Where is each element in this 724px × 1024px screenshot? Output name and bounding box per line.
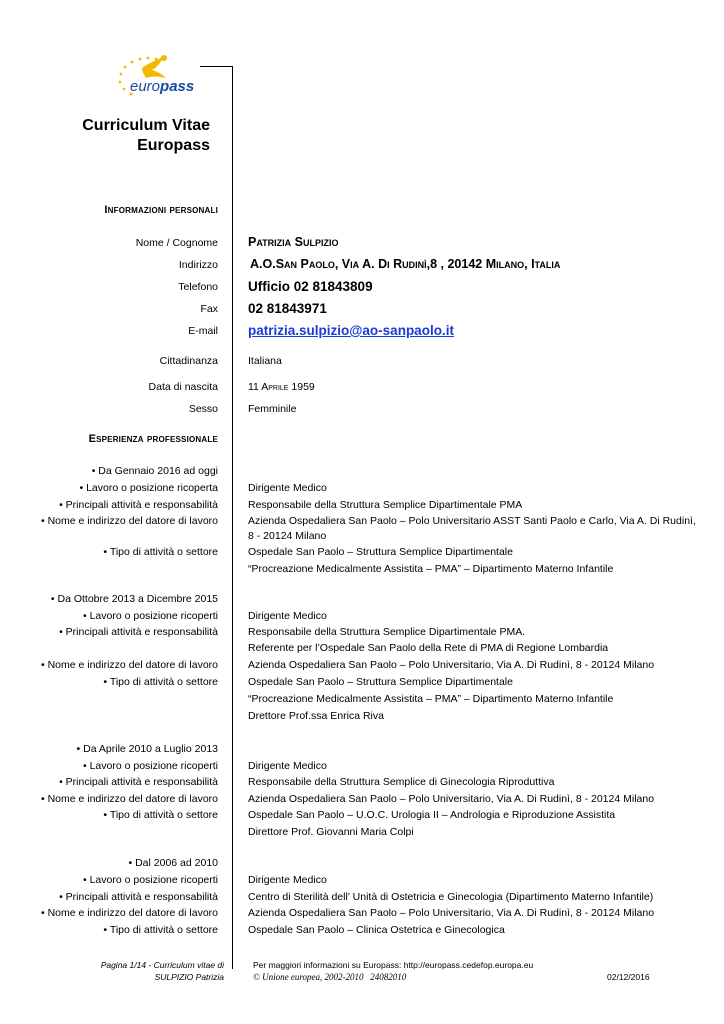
job-sector: Drettore Prof.ssa Enrica Riva — [248, 710, 384, 722]
job-activities: Responsabile della Struttura Semplice Dipartimentale PMA — [248, 499, 523, 511]
job-role-label: • Lavoro o posizione ricoperta — [79, 482, 218, 494]
job-sector: “Procreazione Medicalmente Assistita – PMA” – Dipartimento Materno Infantile — [248, 563, 614, 575]
value-citizenship: Italiana — [248, 355, 282, 367]
value-birthdate: 11 Aprile 1959 — [248, 381, 315, 393]
job-employer: 8 - 20124 Milano — [248, 530, 327, 542]
job-activities: Centro di Sterilità dell’ Unità di Ostetricia e Ginecologia (Dipartimento Materno Infantile) — [248, 891, 654, 903]
label-citizenship: Cittadinanza — [159, 355, 218, 367]
cv-title-line1: Curriculum Vitae — [82, 117, 210, 134]
cv-title — [82, 116, 210, 156]
label-address: Indirizzo — [178, 259, 218, 271]
value-name: Patrizia Sulpizio — [248, 235, 339, 249]
value-sex: Femminile — [248, 403, 297, 415]
job-employer: Azienda Ospedaliera San Paolo – Polo Universitario, Via A. Di Rudinì, 8 - 20124 Milano — [248, 907, 655, 919]
job-sector-label: • Tipo di attività o settore — [103, 924, 218, 936]
job-sector-label: • Tipo di attività o settore — [103, 809, 218, 821]
job-employer: Azienda Ospedaliera San Paolo – Polo Universitario, Via A. Di Rudinì, 8 - 20124 Milano — [248, 793, 655, 805]
job-role-label: • Lavoro o posizione ricoperti — [83, 874, 218, 886]
footer-date: 02/12/2016 — [607, 972, 650, 982]
job-role-label: • Lavoro o posizione ricoperti — [83, 760, 218, 772]
job-period: • Da Gennaio 2016 ad oggi — [91, 465, 218, 477]
value-fax: 02 81843971 — [248, 301, 327, 316]
label-sex: Sesso — [188, 403, 218, 415]
footer-info: Per maggiori informazioni su Europass: http://europass.cedefop.europa.eu — [253, 960, 534, 970]
job-activities-label: • Principali attività e responsabilità — [59, 891, 218, 903]
job-employer-label: • Nome e indirizzo del datore di lavoro — [40, 515, 218, 527]
job-activities-label: • Principali attività e responsabilità — [59, 626, 218, 638]
logo-pass-text: pass — [160, 78, 195, 95]
job-employer: Azienda Ospedaliera San Paolo – Polo Universitario ASST Santi Paolo e Carlo, Via A. Di Rudinì, — [248, 515, 696, 527]
footer-copyright: © Unione europea, 2002-2010 24082010 — [253, 972, 407, 982]
section-personal-info: Informazioni personali — [104, 204, 218, 216]
job-sector: Ospedale San Paolo – U.O.C. Urologia II – Andrologia e Riproduzione Assistita — [248, 809, 616, 821]
job-sector: Ospedale San Paolo – Struttura Semplice Dipartimentale — [248, 676, 513, 688]
job-activities-label: • Principali attività e responsabilità — [59, 499, 218, 511]
job-sector: Ospedale San Paolo – Clinica Ostetrica e Ginecologica — [248, 924, 505, 936]
logo-euro-text: euro — [130, 78, 161, 95]
job-sector: Ospedale San Paolo – Struttura Semplice Dipartimentale — [248, 546, 513, 558]
footer-name: SULPIZIO Patrizia — [154, 972, 224, 982]
job-period: • Da Aprile 2010 a Luglio 2013 — [76, 743, 218, 755]
job-role: Dirigente Medico — [248, 610, 327, 622]
section-experience: Esperienza professionale — [88, 433, 218, 445]
job-employer-label: • Nome e indirizzo del datore di lavoro — [40, 659, 218, 671]
label-phone: Telefono — [178, 281, 218, 293]
job-activities: Responsabile della Struttura Semplice Dipartimentale PMA. — [248, 626, 526, 638]
job-activities: Referente per l’Ospedale San Paolo della Rete di PMA di Regione Lombardia — [248, 642, 609, 654]
header-rule — [200, 66, 233, 67]
job-period: • Dal 2006 ad 2010 — [128, 857, 218, 869]
column-divider — [232, 66, 233, 969]
job-employer: Azienda Ospedaliera San Paolo – Polo Universitario, Via A. Di Rudinì, 8 - 20124 Milano — [248, 659, 655, 671]
job-sector-label: • Tipo di attività o settore — [103, 546, 218, 558]
label-email: E-mail — [188, 325, 218, 337]
job-role: Dirigente Medico — [248, 760, 327, 772]
footer-page: Pagina 1/14 - Curriculum vitae di — [100, 960, 224, 970]
europass-logo — [112, 52, 204, 100]
label-birthdate: Data di nascita — [148, 381, 218, 393]
label-fax: Fax — [200, 303, 218, 315]
job-role-label: • Lavoro o posizione ricoperti — [83, 610, 218, 622]
email-link[interactable]: patrizia.sulpizio@ao-sanpaolo.it — [248, 323, 454, 338]
job-sector: Direttore Prof. Giovanni Maria Colpi — [248, 826, 414, 838]
job-employer-label: • Nome e indirizzo del datore di lavoro — [40, 793, 218, 805]
job-sector: “Procreazione Medicalmente Assistita – PMA” – Dipartimento Materno Infantile — [248, 693, 614, 705]
job-role: Dirigente Medico — [248, 874, 327, 886]
job-role: Dirigente Medico — [248, 482, 327, 494]
value-phone: Ufficio 02 81843809 — [248, 279, 373, 294]
job-activities-label: • Principali attività e responsabilità — [59, 776, 218, 788]
job-activities: Responsabile della Struttura Semplice di Ginecologia Riproduttiva — [248, 776, 555, 788]
label-name: Nome / Cognome — [135, 237, 218, 249]
cv-title-line2: Europass — [137, 137, 210, 154]
job-period: • Da Ottobre 2013 a Dicembre 2015 — [50, 593, 218, 605]
job-sector-label: • Tipo di attività o settore — [103, 676, 218, 688]
value-address: A.O.San Paolo, Via A. Di Rudinì,8 , 20142 Milano, Italia — [250, 257, 561, 271]
job-employer-label: • Nome e indirizzo del datore di lavoro — [40, 907, 218, 919]
